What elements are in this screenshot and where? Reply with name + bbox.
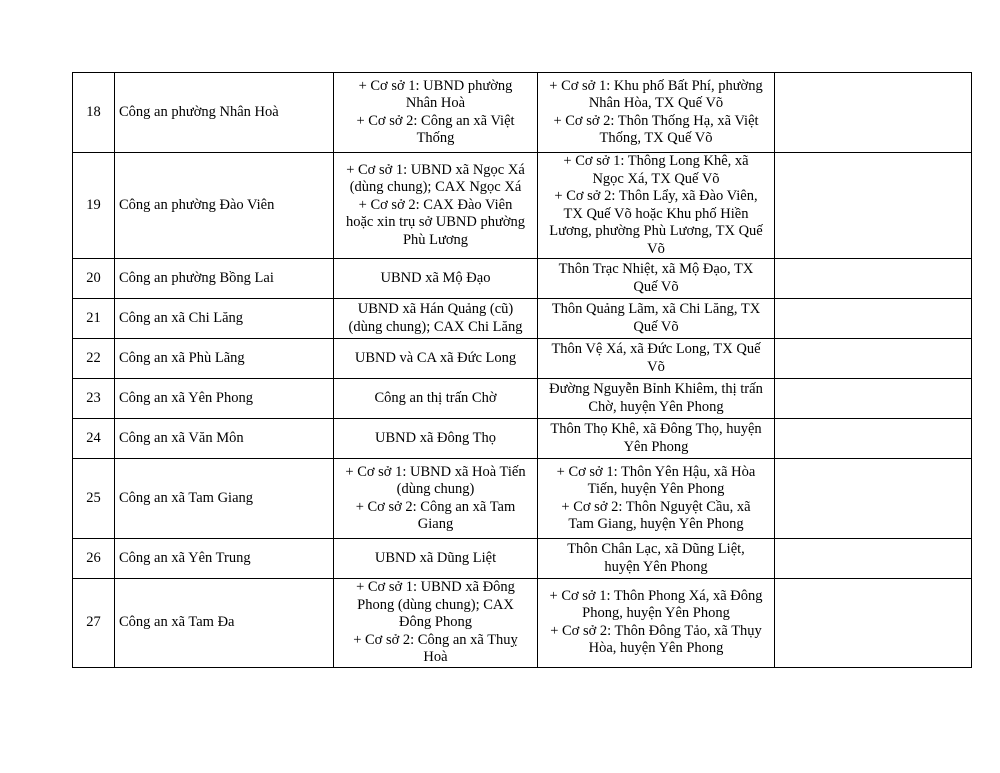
address-line: Nhân Hòa, TX Quế Võ [588, 95, 724, 111]
working-location [334, 299, 538, 339]
address-line: Thôn Trạc Nhiệt, xã Mộ Đạo, TX [558, 261, 754, 277]
location-line: UBND xã Đông Thọ [375, 429, 496, 446]
row-number: 26 [73, 539, 115, 579]
location-line: Nhân Hoà [405, 95, 466, 111]
working-location [334, 153, 538, 259]
address [538, 299, 775, 339]
working-location [334, 419, 538, 459]
location-line: Hoà [423, 649, 448, 665]
row-number: 20 [73, 259, 115, 299]
working-location [334, 339, 538, 379]
location-line: Phong (dùng chung); CAX [357, 596, 514, 613]
police-unit-name: Công an xã Văn Môn [115, 419, 334, 459]
row-number: 18 [73, 73, 115, 153]
address-line: Lương, phường Phù Lương, TX Quế [549, 223, 763, 239]
working-location [334, 379, 538, 419]
address-line: Hòa, huyện Yên Phong [588, 640, 724, 657]
location-line: (dùng chung); CAX Ngọc Xá [349, 179, 522, 196]
table-row [73, 339, 972, 379]
location-line: Giang [417, 516, 454, 532]
address-line: huyện Yên Phong [604, 558, 708, 575]
police-unit-name: Công an xã Yên Phong [115, 379, 334, 419]
note-cell [775, 579, 972, 668]
address [538, 73, 775, 153]
note-cell [775, 459, 972, 539]
police-unit-name: Công an xã Chi Lăng [115, 299, 334, 339]
working-location [334, 579, 538, 668]
note-cell [775, 539, 972, 579]
address-line: Võ [647, 358, 665, 375]
relocation-table [72, 72, 972, 668]
address-line: + Cơ sở 2: Thôn Thống Hạ, xã Việt [553, 112, 759, 129]
location-line: + Cơ sở 1: UBND xã Đông [356, 579, 515, 595]
address-line: + Cơ sở 1: Thông Long Khê, xã [563, 153, 749, 169]
table-body [73, 73, 972, 668]
address-line: Thôn Chân Lạc, xã Dũng Liệt, [567, 541, 745, 557]
address [538, 153, 775, 259]
address-line: + Cơ sở 2: Thôn Đông Tảo, xã Thụy [550, 622, 762, 639]
location-line: + Cơ sở 2: CAX Đào Viên [358, 196, 513, 213]
location-line: (dùng chung) [396, 481, 475, 497]
address-line: Tam Giang, huyện Yên Phong [568, 516, 744, 532]
address-line: Tiến, huyện Yên Phong [587, 481, 725, 497]
address [538, 379, 775, 419]
table-row [73, 259, 972, 299]
address [538, 579, 775, 668]
address-line: Đường Nguyễn Bỉnh Khiêm, thị trấn [549, 381, 763, 397]
table-row [73, 419, 972, 459]
working-location [334, 73, 538, 153]
address [538, 419, 775, 459]
table-row [73, 299, 972, 339]
working-location [334, 259, 538, 299]
note-cell [775, 153, 972, 259]
location-line: Phù Lương [402, 231, 469, 248]
row-number: 24 [73, 419, 115, 459]
location-line: + Cơ sở 1: UBND xã Hoà Tiến [345, 463, 526, 480]
location-line: + Cơ sở 2: Công an xã Việt [356, 112, 515, 129]
row-number: 22 [73, 339, 115, 379]
address-line: Phong, huyện Yên Phong [582, 605, 730, 622]
police-unit-name: Công an phường Nhân Hoà [115, 73, 334, 153]
row-number: 21 [73, 299, 115, 339]
address-line: Thôn Vệ Xá, xã Đức Long, TX Quế [551, 341, 761, 357]
police-unit-name: Công an phường Bồng Lai [115, 259, 334, 299]
working-location [334, 459, 538, 539]
location-line: UBND và CA xã Đức Long [354, 349, 517, 366]
location-line: Thống [416, 130, 455, 146]
address-line: Ngọc Xá, TX Quế Võ [592, 170, 720, 187]
row-number: 27 [73, 579, 115, 668]
location-line: Công an thị trấn Chờ [374, 389, 497, 406]
location-line: Đông Phong [399, 614, 472, 630]
location-line: UBND xã Dũng Liệt [374, 549, 497, 566]
table-row [73, 153, 972, 259]
address-line: TX Quế Võ hoặc Khu phố Hiền [563, 205, 749, 222]
police-unit-name: Công an xã Yên Trung [115, 539, 334, 579]
police-unit-name: Công an xã Tam Giang [115, 459, 334, 539]
address-line: Thôn Quảng Lãm, xã Chi Lăng, TX [551, 301, 761, 317]
address [538, 459, 775, 539]
address-line: Quế Võ [633, 318, 679, 335]
location-line: (dùng chung); CAX Chi Lăng [348, 318, 523, 335]
address [538, 259, 775, 299]
location-line: UBND xã Mộ Đạo [380, 269, 491, 286]
row-number: 25 [73, 459, 115, 539]
location-line: + Cơ sở 2: Công an xã Thuỵ [353, 631, 518, 648]
address-line: Thống, TX Quế Võ [599, 130, 713, 146]
note-cell [775, 73, 972, 153]
location-line: + Cơ sở 1: UBND xã Ngọc Xá [346, 161, 525, 178]
police-unit-name: Công an phường Đào Viên [115, 153, 334, 259]
table-row [73, 73, 972, 153]
note-cell [775, 379, 972, 419]
address-line: Võ [647, 240, 665, 257]
table-row [73, 579, 972, 668]
location-line: UBND xã Hán Quảng (cũ) [357, 301, 514, 317]
address [538, 339, 775, 379]
note-cell [775, 339, 972, 379]
table-row [73, 539, 972, 579]
address-line: + Cơ sở 2: Thôn Lẩy, xã Đào Viên, [554, 188, 758, 204]
note-cell [775, 299, 972, 339]
row-number: 19 [73, 153, 115, 259]
working-location [334, 539, 538, 579]
police-unit-name: Công an xã Phù Lãng [115, 339, 334, 379]
address-line: + Cơ sở 1: Thôn Yên Hậu, xã Hòa [556, 463, 756, 480]
note-cell [775, 419, 972, 459]
location-line: hoặc xin trụ sở UBND phường [345, 214, 526, 231]
address [538, 539, 775, 579]
address-line: Thôn Thọ Khê, xã Đông Thọ, huyện [550, 421, 762, 437]
note-cell [775, 259, 972, 299]
row-number: 23 [73, 379, 115, 419]
location-line: + Cơ sở 2: Công an xã Tam [355, 498, 516, 515]
table-row [73, 459, 972, 539]
address-line: + Cơ sở 2: Thôn Nguyệt Cầu, xã [561, 498, 751, 515]
address-line: Quế Võ [633, 278, 679, 295]
police-unit-name: Công an xã Tam Đa [115, 579, 334, 668]
address-line: + Cơ sở 1: Thôn Phong Xá, xã Đông [549, 587, 763, 604]
address-line: Yên Phong [623, 438, 689, 455]
address-line: Chờ, huyện Yên Phong [588, 398, 724, 415]
address-line: + Cơ sở 1: Khu phố Bất Phí, phường [549, 77, 763, 94]
location-line: + Cơ sở 1: UBND phường [358, 77, 513, 94]
table-row [73, 379, 972, 419]
